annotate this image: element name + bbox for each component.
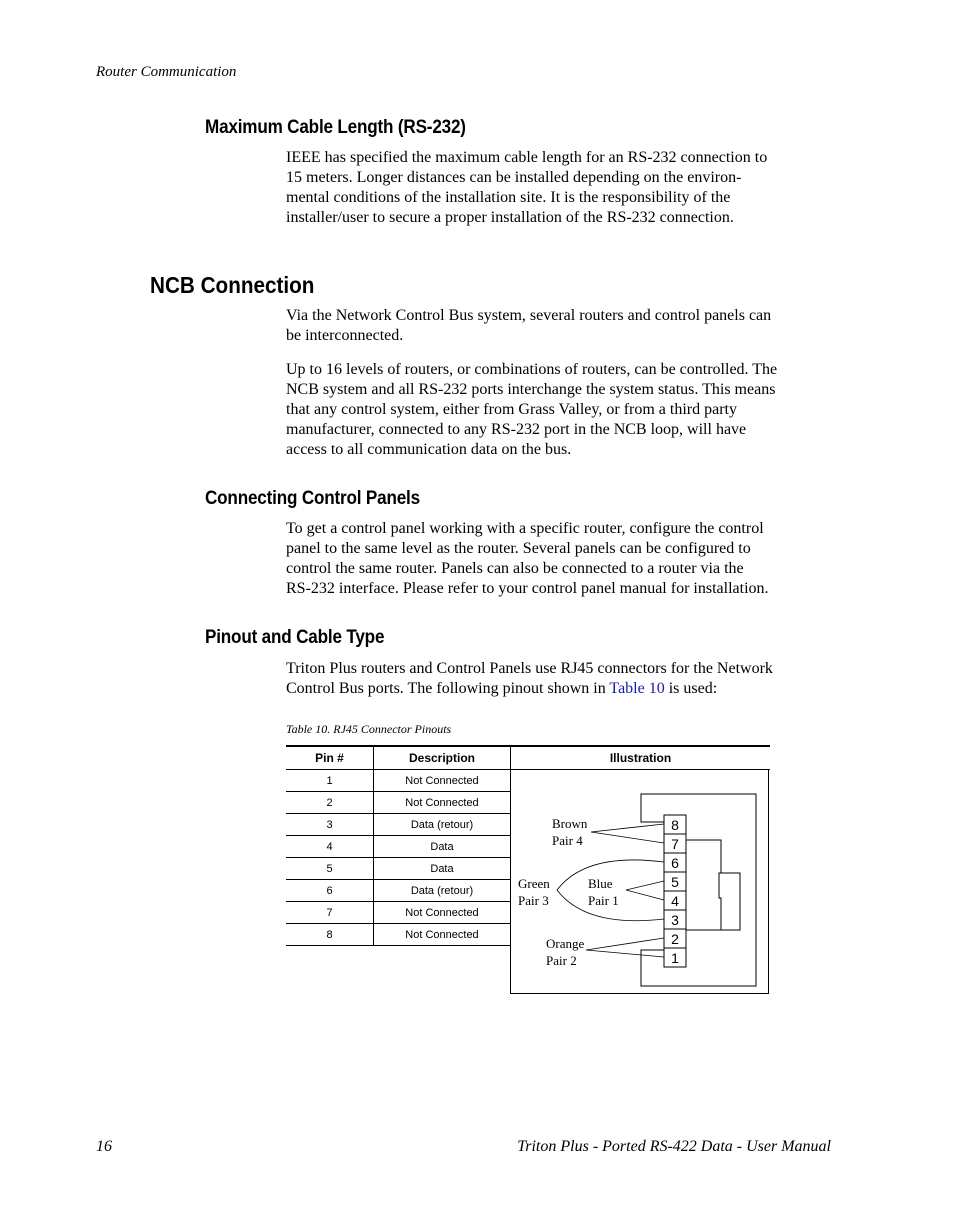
pin-cell: 5	[286, 858, 374, 880]
description-cell: Not Connected	[374, 924, 511, 946]
paragraph-control-panels	[286, 519, 834, 599]
connector-outline	[641, 794, 756, 986]
orange-pair-label: Pair 2	[546, 953, 577, 968]
paragraph-pinout	[286, 659, 834, 699]
table-header-row	[286, 746, 770, 770]
text-line: access to all communication data on the bus.	[286, 441, 572, 458]
pin-label-1: 1	[671, 950, 679, 966]
description-cell: Not Connected	[374, 902, 511, 924]
description-cell: Not Connected	[374, 770, 511, 792]
text-fragment: Control Bus ports. The following pinout shown in	[286, 680, 610, 697]
column-header-description: Description	[374, 746, 511, 770]
running-header: Router Communication	[96, 64, 237, 80]
pin-label-3: 3	[671, 912, 679, 928]
table-10-link[interactable]: Table 10	[609, 680, 665, 697]
heading-control-panels: Connecting Control Panels	[205, 488, 420, 509]
brown-pair-label: Pair 4	[552, 833, 583, 848]
pin-cell: 3	[286, 814, 374, 836]
description-cell: Not Connected	[374, 792, 511, 814]
blue-label: Blue	[588, 876, 613, 891]
pin-cell: 7	[286, 902, 374, 924]
text-line: RS-232 interface. Please refer to your control panel manual for installation.	[286, 580, 769, 597]
page-number: 16	[96, 1138, 112, 1155]
text-line: IEEE has specified the maximum cable length for an RS-232 connection to	[286, 149, 768, 166]
pin-label-5: 5	[671, 874, 679, 890]
description-cell: Data	[374, 836, 511, 858]
text-line	[286, 679, 834, 699]
heading-cable-length: Maximum Cable Length (RS-232)	[205, 117, 466, 138]
heading-pinout: Pinout and Cable Type	[205, 627, 385, 648]
pin-label-7: 7	[671, 836, 679, 852]
brown-pair-lines	[591, 824, 664, 843]
green-pair-label: Pair 3	[518, 893, 549, 908]
heading-ncb-connection: NCB Connection	[150, 272, 315, 298]
paragraph-ncb-intro	[286, 306, 834, 346]
pin-cell: 6	[286, 880, 374, 902]
text-line: manufacturer, connected to any RS-232 port in the NCB loop, will have	[286, 421, 747, 438]
pin-cell: 1	[286, 770, 374, 792]
blue-pair-label: Pair 1	[588, 893, 619, 908]
text-line: 15 meters. Longer distances can be installed depending on the environ-	[286, 169, 742, 186]
text-line: control the same router. Panels can also be connected to a router via the	[286, 560, 744, 577]
pin-cell: 8	[286, 924, 374, 946]
pin-label-4: 4	[671, 893, 679, 909]
text-line: To get a control panel working with a specific router, configure the control	[286, 520, 764, 537]
description-cell: Data	[374, 858, 511, 880]
paragraph-cable-length	[286, 148, 834, 228]
pin-label-6: 6	[671, 855, 679, 871]
text-line: Via the Network Control Bus system, several routers and control panels can	[286, 307, 772, 324]
text-line: NCB system and all RS-232 ports interchange the system status. This means	[286, 381, 776, 398]
orange-pair-lines	[586, 938, 664, 957]
green-label: Green	[518, 876, 550, 891]
text-line: that any control system, either from Grass Valley, or from a third party	[286, 401, 737, 418]
rj45-illustration	[510, 769, 769, 994]
table-caption: Table 10. RJ45 Connector Pinouts	[286, 722, 452, 736]
pin-cell: 2	[286, 792, 374, 814]
blue-pair-lines	[626, 881, 664, 900]
brown-label: Brown	[552, 816, 588, 831]
text-line: Up to 16 levels of routers, or combinations of routers, can be controlled. The	[286, 361, 778, 378]
orange-label: Orange	[546, 936, 585, 951]
text-line: panel to the same level as the router. Several panels can be configured to	[286, 540, 751, 557]
description-cell: Data (retour)	[374, 814, 511, 836]
footer-manual-title: Triton Plus - Ported RS-422 Data - User Manual	[517, 1138, 831, 1155]
text-fragment: is used:	[664, 680, 718, 697]
rj45-connector-diagram	[511, 770, 768, 993]
pin-cell: 4	[286, 836, 374, 858]
connector-tab	[721, 873, 740, 930]
text-line: mental conditions of the installation site. It is the responsibility of the	[286, 189, 731, 206]
text-line: be interconnected.	[286, 327, 404, 344]
text-line: Triton Plus routers and Control Panels use RJ45 connectors for the Network	[286, 660, 773, 677]
text-line: installer/user to secure a proper installation of the RS-232 connection.	[286, 209, 734, 226]
column-header-pin: Pin #	[286, 746, 374, 770]
pin-label-2: 2	[671, 931, 679, 947]
pin-label-8: 8	[671, 817, 679, 833]
description-cell: Data (retour)	[374, 880, 511, 902]
paragraph-ncb-levels	[286, 360, 834, 460]
column-header-illustration: Illustration	[511, 746, 771, 770]
